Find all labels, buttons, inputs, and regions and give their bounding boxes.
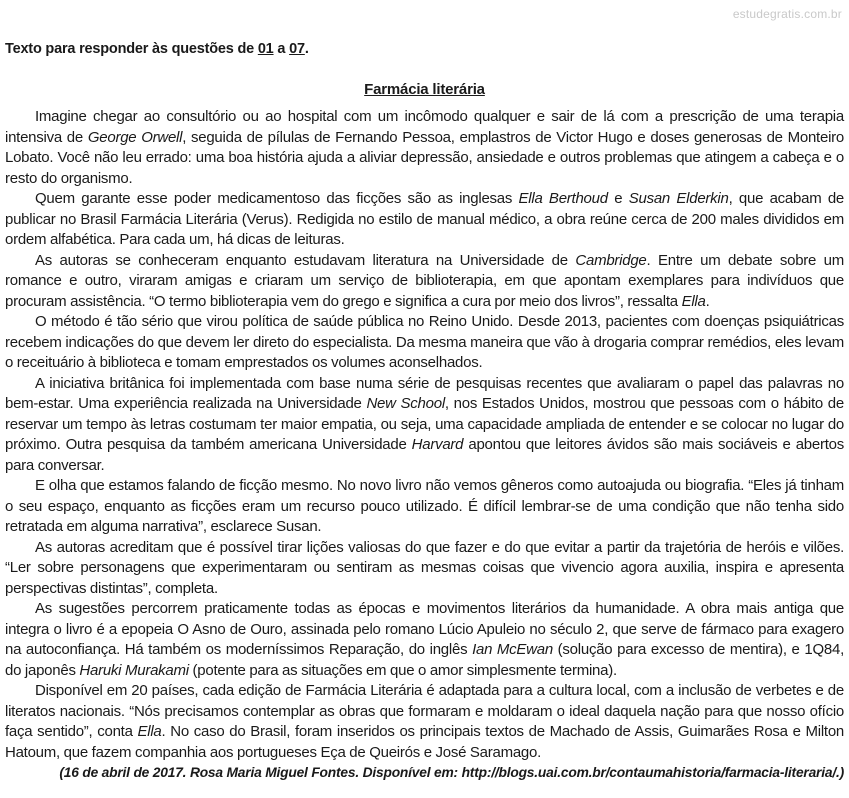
text-segment: As autoras se conheceram enquanto estudavam literatura na Universidade de bbox=[35, 251, 576, 269]
paragraph bbox=[5, 312, 844, 374]
text-segment: As sugestões percorrem praticamente todas as épocas e movimentos literários da humanidade. A obra mais antiga que integra o livro é a epopeia O Asno de Ouro, assinada pelo romano Lúcio Apuleio no século 2, que serve de fármaco para exagero na autoconfiança. Há também os moderníssimos Reparação, do inglês bbox=[5, 600, 844, 658]
text-segment: , que acabam de publicar no Brasil Farmácia Literária (Verus). Redigida no estilo de manual médico, a obra reúne cerca de 200 males divididos em ordem alfabética. Para cada um, há dicas de leituras. bbox=[5, 190, 845, 248]
paragraph bbox=[5, 681, 844, 763]
body-paragraphs bbox=[5, 98, 844, 763]
text-segment: O método é tão sério que virou política de saúde pública no Reino Unido. Desde 2013, pacientes com doenças psiquiátricas recebem indicações do que devem ler direto do especialista. Da mesma maneira que vão à drogaria comprar remédios, eles levam o receituário à biblioteca e tomam emprestados os volumes aconselhados. bbox=[5, 313, 844, 371]
paragraph bbox=[5, 374, 844, 477]
instruction-line bbox=[5, 0, 844, 57]
text-segment: Cambridge bbox=[575, 251, 647, 269]
watermark: estudegratis.com.br bbox=[732, 7, 842, 21]
text-segment: Texto para responder às questões de bbox=[5, 41, 258, 57]
source-citation: (16 de abril de 2017. Rosa Maria Miguel Fontes. Disponível em: http://blogs.uai.com.br/contaumahistoria/farmacia-literaria/.) bbox=[59, 765, 844, 780]
paragraph bbox=[5, 107, 844, 189]
text-segment: Ella bbox=[137, 723, 162, 740]
text-segment: Harvard bbox=[411, 436, 464, 453]
page-title bbox=[5, 57, 844, 98]
text-segment: apontou que leitores ávidos são mais sociáveis e abertos para conversar. bbox=[5, 436, 844, 474]
text-segment: . No caso do Brasil, foram inseridos os principais textos de Machado de Assis, Guimarães Rosa e Milton Hatoum, que fazem companhia aos portugueses Eça de Queirós e José Saramago. bbox=[5, 723, 844, 761]
text-segment: Ella Berthoud bbox=[518, 190, 608, 207]
text-segment: , nos Estados Unidos, mostrou que pessoas com o hábito de reservar um tempo às letras costumam ter maior empatia, ou seja, uma capacidade ampliada de entender e se colocar no lugar do próximo. Outra pesquisa da também americana Universidade bbox=[5, 395, 844, 453]
paragraph bbox=[5, 251, 844, 313]
text-segment: E olha que estamos falando de ficção mesmo. No novo livro não vemos gêneros como autoajuda ou biografia. “Eles já tinham o seu espaço, enquanto as ficções eram um recurso pouco utilizado. É difícil lembrar-se de uma condição que não tenha sido retratada em alguma narrativa”, esclarece Susan. bbox=[5, 477, 844, 535]
text-segment: (solução para excesso de mentira), e 1Q84, do japonês bbox=[5, 641, 844, 679]
text-segment: a bbox=[273, 41, 290, 57]
text-segment: Quem garante esse poder medicamentoso das ficções são as inglesas bbox=[35, 190, 519, 207]
text-segment: . Entre um debate sobre um romance e outro, viraram amigas e criaram um serviço de biblioterapia, em que apontam exemplares para indivíduos que procuram assistência. “O termo biblioterapia vem do grego e significa a cura por meio dos livros”, ressalta bbox=[5, 251, 845, 310]
text-segment: 01 bbox=[257, 41, 274, 57]
paragraph bbox=[5, 476, 844, 538]
text-segment: . bbox=[304, 41, 309, 57]
text-segment: Ella bbox=[681, 292, 706, 310]
paragraph bbox=[5, 538, 844, 600]
text-segment: George Orwell bbox=[87, 128, 183, 146]
paragraph bbox=[5, 599, 844, 681]
page-title-text: Farmácia literária bbox=[364, 81, 485, 98]
text-segment: Ian McEwan bbox=[472, 641, 553, 658]
text-segment: e bbox=[607, 190, 629, 207]
text-segment: Disponível em 20 países, cada edição de Farmácia Literária é adaptada para a cultura local, com a inclusão de verbetes e de literatos nacionais. “Nós precisamos contemplar as obras que formaram e moldaram o ideal daquela nação para que nosso ofício faça sentido”, conta bbox=[5, 682, 844, 740]
text-segment: New School bbox=[366, 395, 445, 412]
text-segment: Haruki Murakami bbox=[79, 661, 189, 679]
text-segment: (potente para as situações em que o amor simplesmente termina). bbox=[188, 661, 617, 679]
text-segment: Imagine chegar ao consultório ou ao hospital com um incômodo qualquer e sair de lá com a prescrição de uma terapia intensiva de bbox=[5, 108, 844, 146]
text-segment: Susan Elderkin bbox=[628, 190, 729, 207]
paragraph bbox=[5, 189, 844, 251]
text-segment: A iniciativa britânica foi implementada com base numa série de pesquisas recentes que avaliaram o papel das palavras no bem-estar. Uma experiência realizada na Universidade bbox=[5, 374, 844, 412]
text-segment: 07 bbox=[289, 41, 305, 57]
text-segment: , seguida de pílulas de Fernando Pessoa, emplastros de Victor Hugo e doses generosas de Monteiro Lobato. Você não leu errado: uma boa história ajuda a aliviar depressão, ansiedade e outros problemas que atingem a cabeça e o resto do organismo. bbox=[5, 128, 844, 187]
text-segment: As autoras acreditam que é possível tirar lições valiosas do que fazer e do que evitar a partir da trajetória de heróis e vilões. “Ler sobre personagens que experimentaram ou sentiram as mesmas coisas que vivencio agora auxilia, inspira e apresenta perspectivas distintas”, completa. bbox=[5, 538, 844, 597]
text-segment: . bbox=[705, 292, 710, 310]
